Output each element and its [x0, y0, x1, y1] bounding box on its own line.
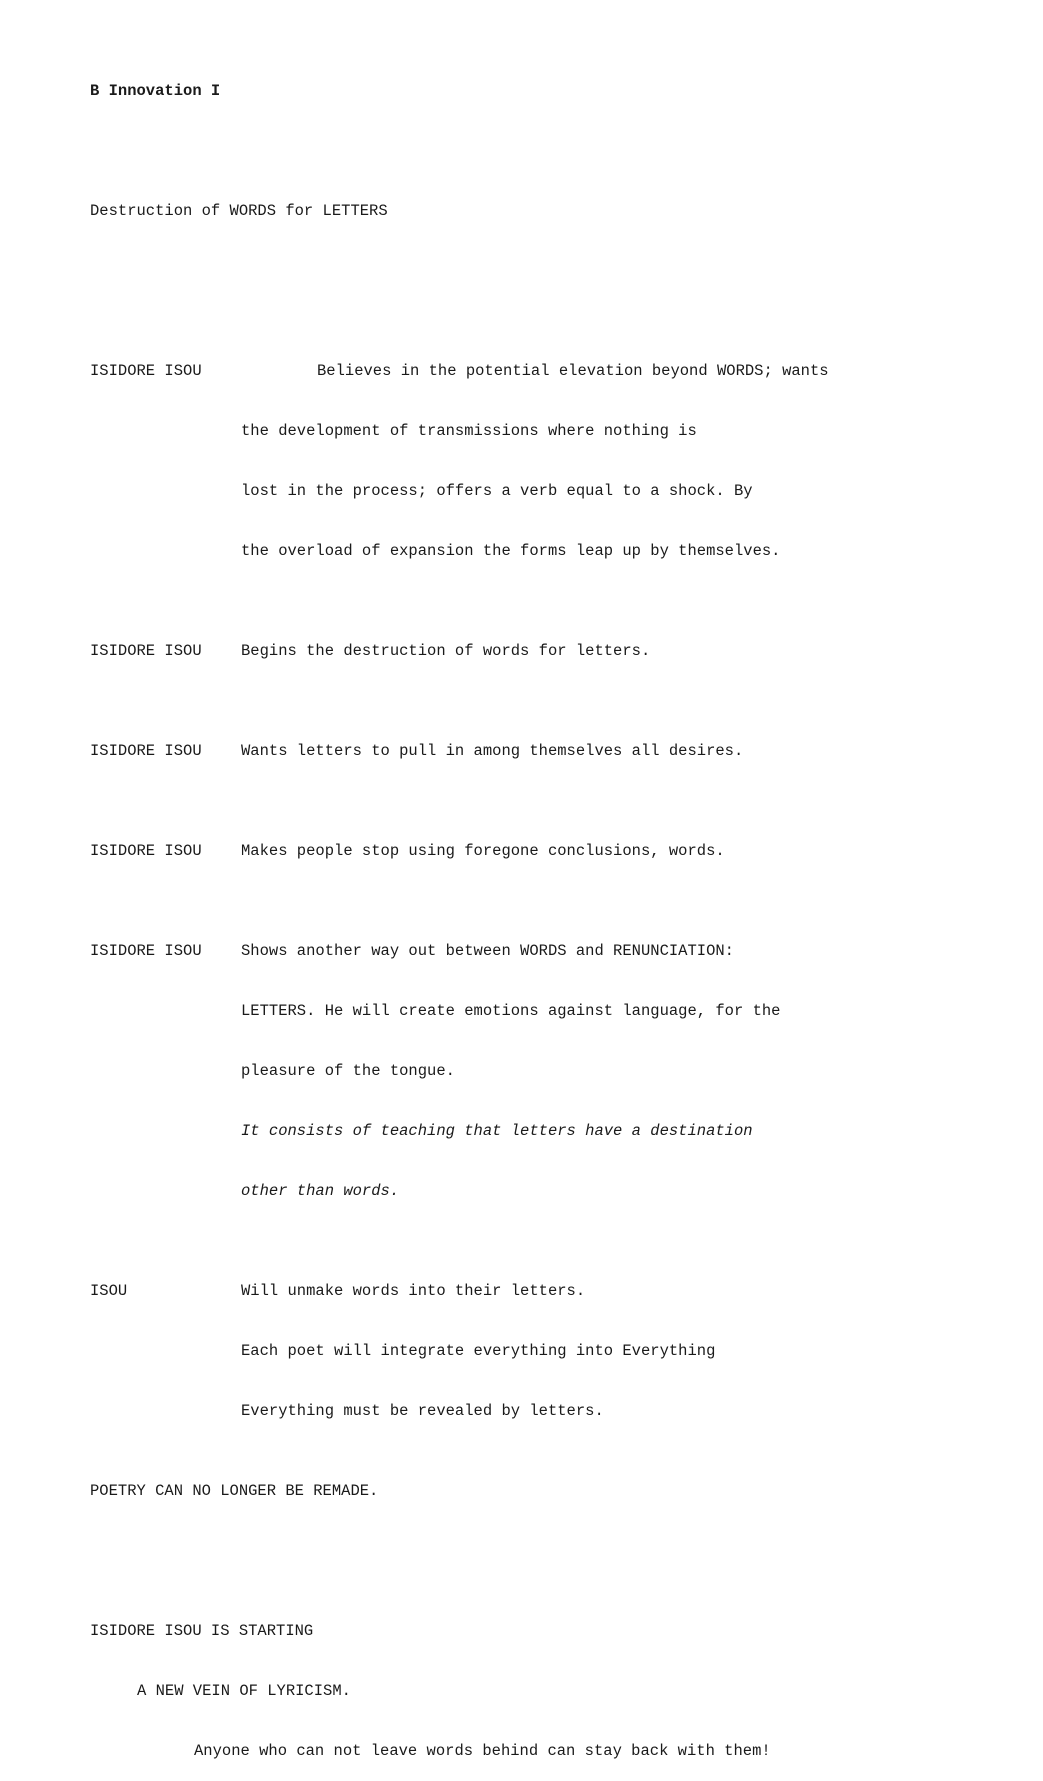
- spacer: [90, 261, 1030, 281]
- script-row: [90, 361, 1030, 381]
- statement-line: POETRY CAN NO LONGER BE REMADE.: [90, 1482, 379, 1500]
- dialogue-line: Makes people stop using foregone conclusions, words.: [241, 842, 725, 860]
- italic-line: It consists of teaching that letters have a destination: [241, 1122, 753, 1140]
- script-row: [90, 1001, 1030, 1021]
- dialogue-line: pleasure of the tongue.: [241, 1062, 455, 1080]
- speaker-blank: [90, 481, 241, 501]
- script-row: [90, 941, 1030, 961]
- script-row: [90, 1401, 1030, 1421]
- dialogue-line: Each poet will integrate everything into Everything: [241, 1342, 716, 1360]
- speaker-blank: [90, 1341, 241, 1361]
- closing-line-2: A NEW VEIN OF LYRICISM.: [137, 1682, 351, 1700]
- script-row: [90, 1121, 1030, 1141]
- speaker-name: ISIDORE ISOU: [90, 362, 202, 380]
- dialogue-line: Will unmake words into their letters.: [241, 1282, 586, 1300]
- closing-line-1: ISIDORE ISOU IS STARTING: [90, 1622, 314, 1640]
- speaker-blank: [90, 1061, 241, 1081]
- speaker-blank: [90, 1121, 241, 1141]
- italic-line: other than words.: [241, 1182, 400, 1200]
- script-row: [90, 541, 1030, 561]
- script-row: [90, 481, 1030, 501]
- dialogue-line: Shows another way out between WORDS and RENUNCIATION:: [241, 942, 734, 960]
- dialogue-line: Believes in the potential elevation beyond WORDS; wants: [317, 362, 829, 380]
- document-page: [90, 41, 1030, 1781]
- closing-line-3: Anyone who can not leave words behind can stay back with them!: [194, 1742, 771, 1760]
- speaker-name: ISIDORE ISOU: [90, 842, 202, 860]
- script-row: [90, 841, 1030, 861]
- script-row: [90, 741, 1030, 761]
- speaker-name: ISIDORE ISOU: [90, 642, 202, 660]
- speaker-name: ISIDORE ISOU: [90, 742, 202, 760]
- dialogue-line: the overload of expansion the forms leap up by themselves.: [241, 542, 781, 560]
- dialogue-line: LETTERS. He will create emotions against language, for the: [241, 1002, 781, 1020]
- speaker-name: ISIDORE ISOU: [90, 942, 202, 960]
- speaker-blank: [90, 421, 241, 441]
- script-row: [90, 1341, 1030, 1361]
- script-row: [90, 421, 1030, 441]
- script-row: [90, 641, 1030, 661]
- script-row: [90, 1181, 1030, 1201]
- dialogue-line: the development of transmissions where nothing is: [241, 422, 697, 440]
- speaker-blank: [90, 1401, 241, 1421]
- spacer: [90, 141, 1030, 161]
- script-row: [90, 1061, 1030, 1081]
- speaker-blank: [90, 1181, 241, 1201]
- speaker-name: ISOU: [90, 1282, 128, 1300]
- dialogue-line: lost in the process; offers a verb equal to a shock. By: [241, 482, 753, 500]
- spacer: [90, 1541, 1030, 1561]
- dialogue-line: Everything must be revealed by letters.: [241, 1402, 604, 1420]
- dialogue-line: Begins the destruction of words for letters.: [241, 642, 651, 660]
- speaker-blank: [90, 541, 241, 561]
- script-row: [90, 1281, 1030, 1301]
- speaker-blank: [90, 1001, 241, 1021]
- section-subtitle: Destruction of WORDS for LETTERS: [90, 202, 388, 220]
- section-heading: B Innovation I: [90, 82, 221, 100]
- dialogue-line: Wants letters to pull in among themselves all desires.: [241, 742, 744, 760]
